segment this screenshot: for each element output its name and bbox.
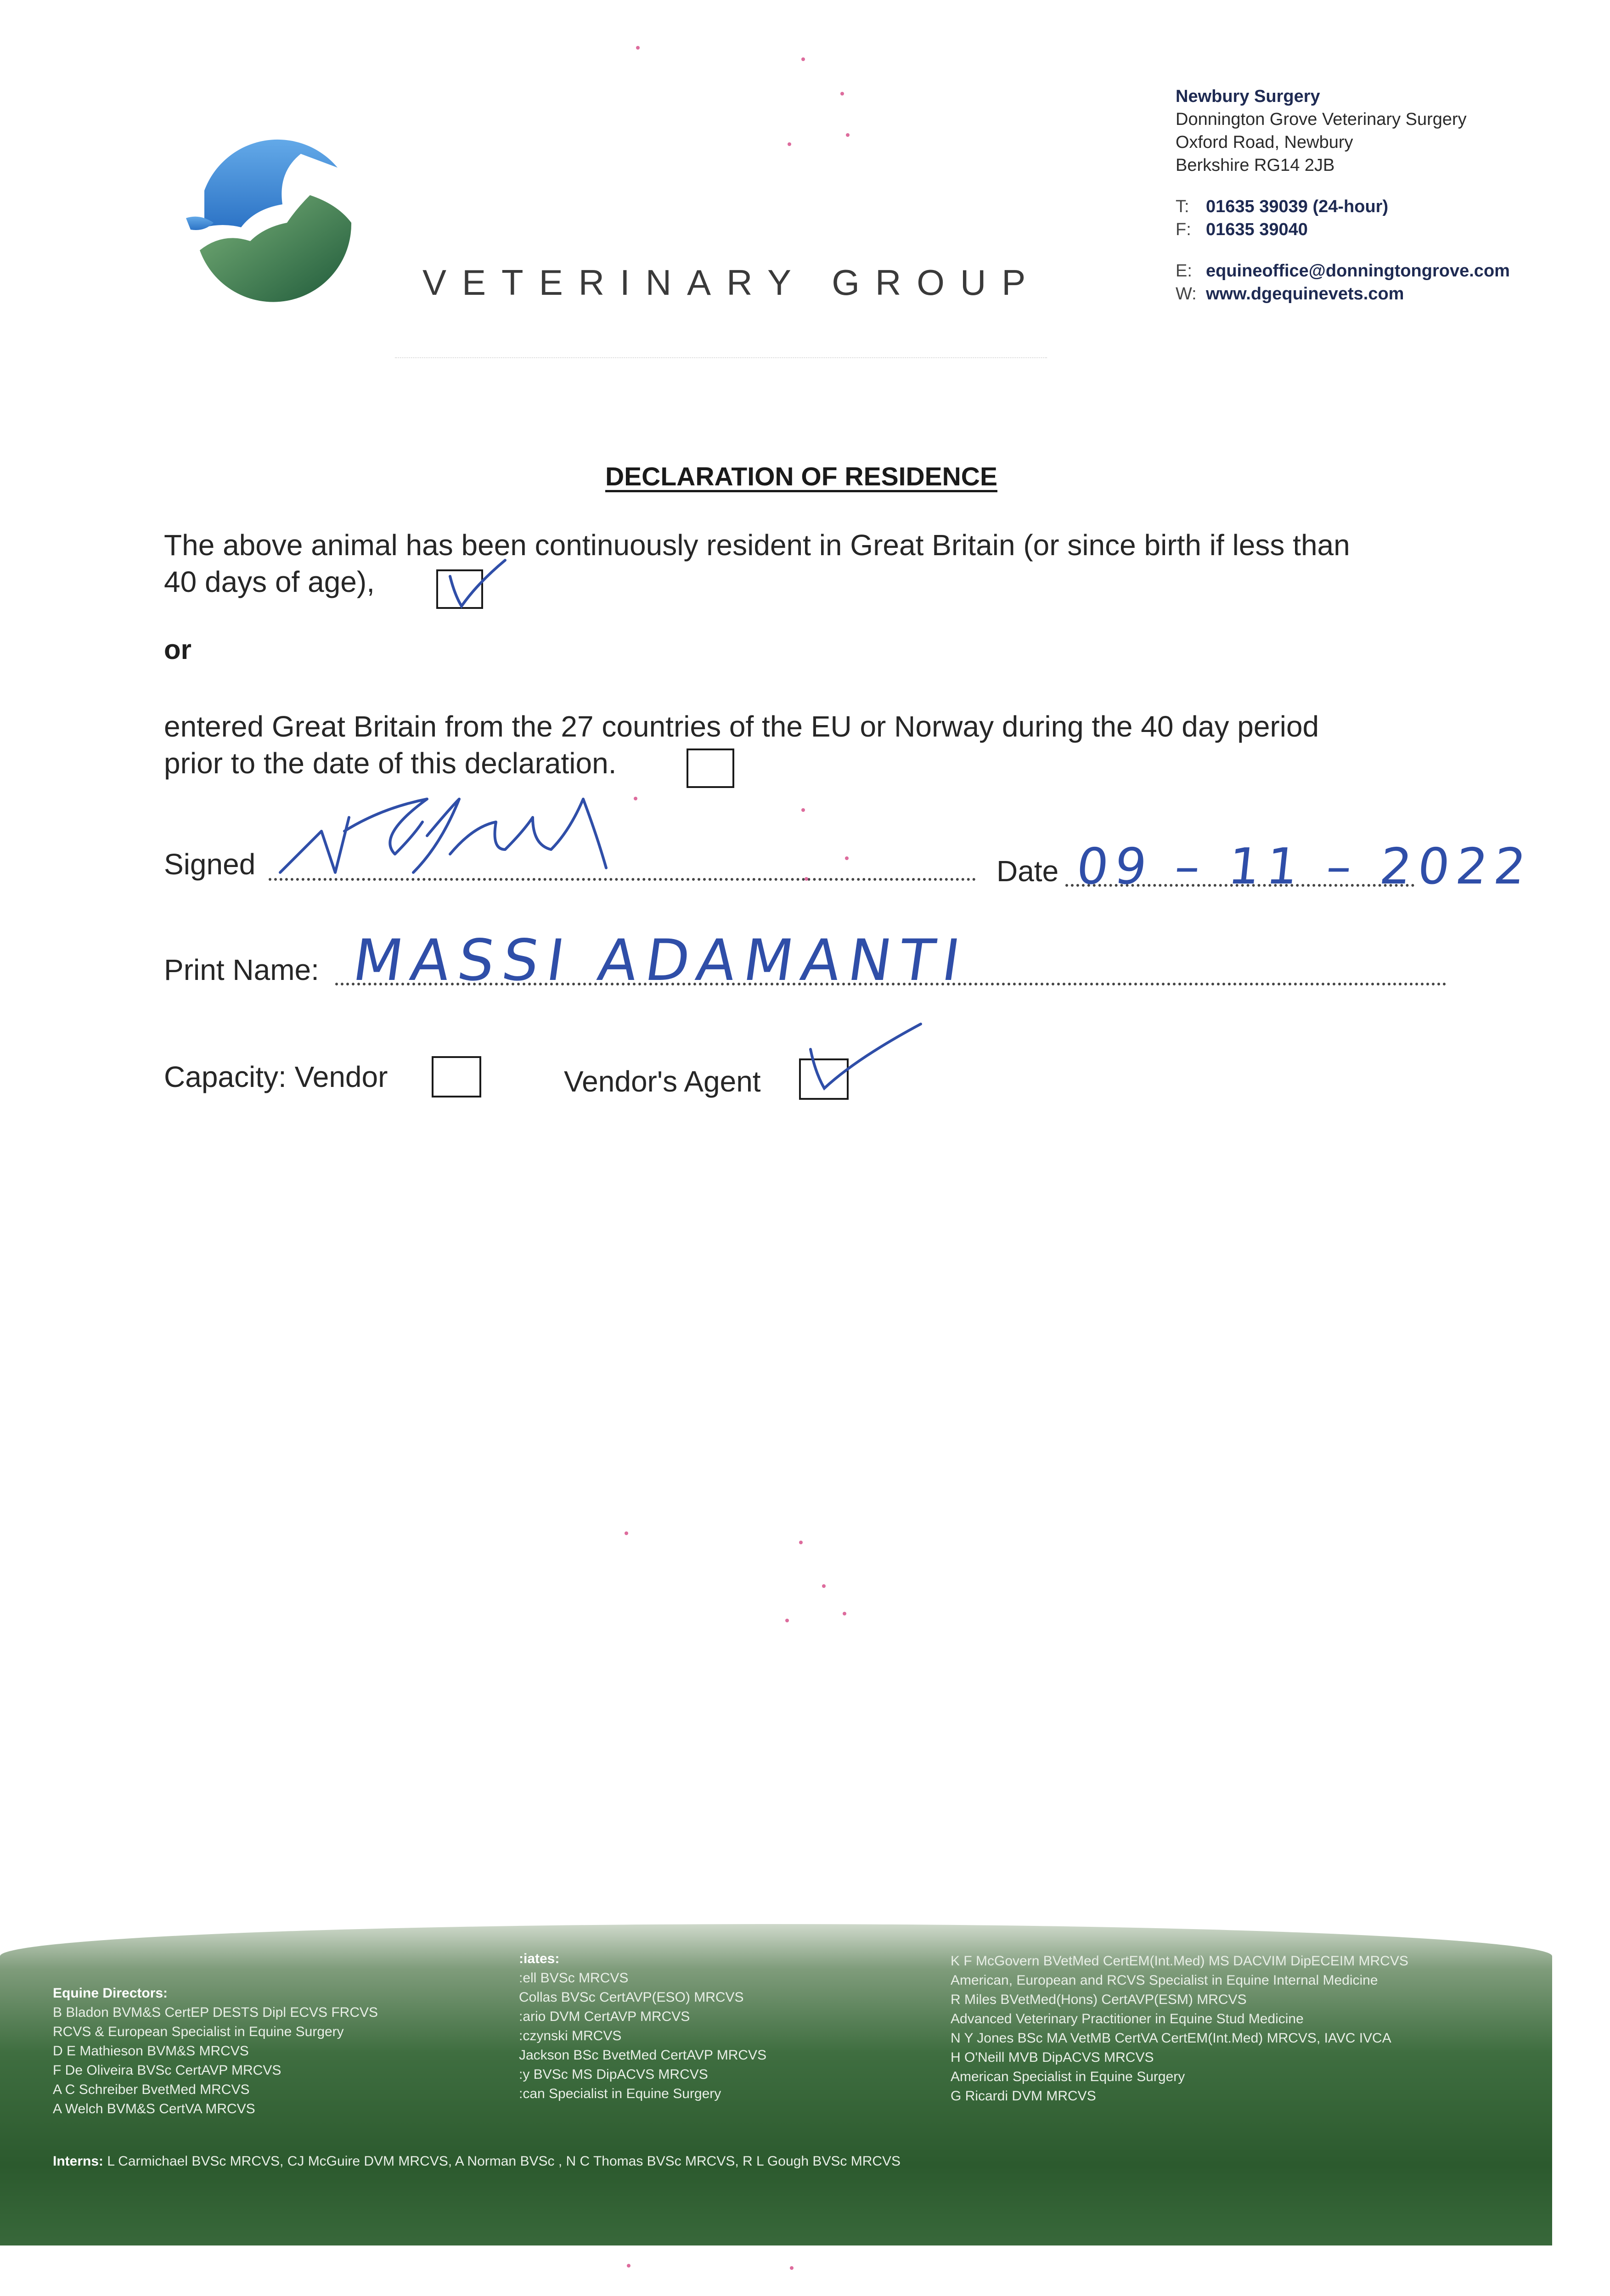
associates [519,1949,766,2104]
interns-list: L Carmichael BVSc MRCVS, CJ McGuire DVM MRCVS, A Norman BVSc , N C Thomas BVSc MRCVS, R L Gough BVSc MRCVS [107,2154,901,2169]
date-value: 09 – 11 – 2022 [1074,838,1535,895]
print-name-value: MASSI ADAMANTI [349,928,973,994]
company-tagline: VETERINARY GROUP [422,262,1041,303]
specialist-entry: American, European and RCVS Specialist in Equine Internal Medicine [951,1973,1378,1988]
address-line: Oxford Road, Newbury [1176,133,1353,152]
associate-entry: :ell BVSc MRCVS [519,1970,629,1986]
associate-entry: Jackson BSc BvetMed CertAVP MRCVS [519,2048,767,2063]
fax-label: F: [1176,220,1191,239]
specialist-entry: American Specialist in Equine Surgery [951,2069,1185,2084]
vendors-agent-label: Vendor's Agent [564,1065,761,1098]
interns-title: Interns: [53,2154,104,2169]
option2-text: entered Great Britain from the 27 countries of the EU or Norway during the 40 day period [164,710,1319,743]
equine-directors [53,1984,378,2119]
option1-text: The above animal has been continuously resident in Great Britain (or since birth if less than [164,529,1350,562]
specialist-entry: G Ricardi DVM MRCVS [951,2088,1096,2104]
director-entry: A Welch BVM&S CertVA MRCVS [53,2101,255,2116]
vendors-agent-check-mark [801,1022,925,1100]
web-label: W: [1176,284,1197,304]
capacity-vendor-label: Capacity: Vendor [164,1060,388,1093]
option1-text-cont: 40 days of age), [164,565,375,598]
date-label: Date [996,855,1059,888]
signed-label: Signed [164,848,256,881]
option2-checkbox[interactable] [687,748,734,788]
associate-entry: :can Specialist in Equine Surgery [519,2086,721,2101]
website: www.dgequinevets.com [1206,284,1404,304]
associate-entry: Collas BVSc CertAVP(ESO) MRCVS [519,1990,744,2005]
address-line: Donnington Grove Veterinary Surgery [1176,110,1467,129]
email-address: equineoffice@donningtongrove.com [1206,261,1510,281]
phone-label: T: [1176,197,1189,216]
associate-entry: :ario DVM CertAVP MRCVS [519,2009,690,2024]
phone-number: 01635 39039 (24-hour) [1206,197,1389,216]
option1-check-mark [441,558,510,613]
print-name-label: Print Name: [164,953,319,986]
director-entry: A C Schreiber BvetMed MRCVS [53,2082,250,2097]
vendor-checkbox[interactable] [432,1056,481,1097]
veterinary-group-logo [186,135,360,310]
specialist-entry: R Miles BVetMed(Hons) CertAVP(ESM) MRCVS [951,1992,1247,2007]
specialist-entry: Advanced Veterinary Practitioner in Equine Stud Medicine [951,2011,1304,2026]
director-entry: F De Oliveira BVSc CertAVP MRCVS [53,2063,281,2078]
director-entry: RCVS & European Specialist in Equine Surgery [53,2024,344,2039]
declaration-title: DECLARATION OF RESIDENCE [605,462,997,491]
or-separator: or [164,634,191,665]
specialist-entry: H O'Neill MVB DipACVS MRCVS [951,2050,1154,2065]
contact-block [1176,85,1510,305]
director-entry: B Bladon BVM&S CertEP DESTS Dipl ECVS FRCVS [53,2005,378,2020]
interns-line [53,2154,901,2169]
director-entry: D E Mathieson BVM&S MRCVS [53,2043,249,2059]
directors-title: Equine Directors: [53,1986,168,2001]
associates-title: :iates: [519,1951,560,1966]
surgery-name: Newbury Surgery [1176,87,1320,106]
address-line: Berkshire RG14 2JB [1176,156,1335,175]
associate-entry: :czynski MRCVS [519,2028,622,2043]
fax-number: 01635 39040 [1206,220,1308,239]
email-label: E: [1176,261,1192,281]
specialist-entry: N Y Jones BSc MA VetMB CertVA CertEM(Int.Med) MRCVS, IAVC IVCA [951,2031,1391,2046]
signature [276,781,652,886]
option2-text-cont: prior to the date of this declaration. [164,747,617,780]
header-divider [395,357,1047,358]
associate-entry: :y BVSc MS DipACVS MRCVS [519,2067,708,2082]
specialist-entry: K F McGovern BVetMed CertEM(Int.Med) MS DACVIM DipECEIM MRCVS [951,1953,1408,1969]
specialists [951,1952,1408,2106]
